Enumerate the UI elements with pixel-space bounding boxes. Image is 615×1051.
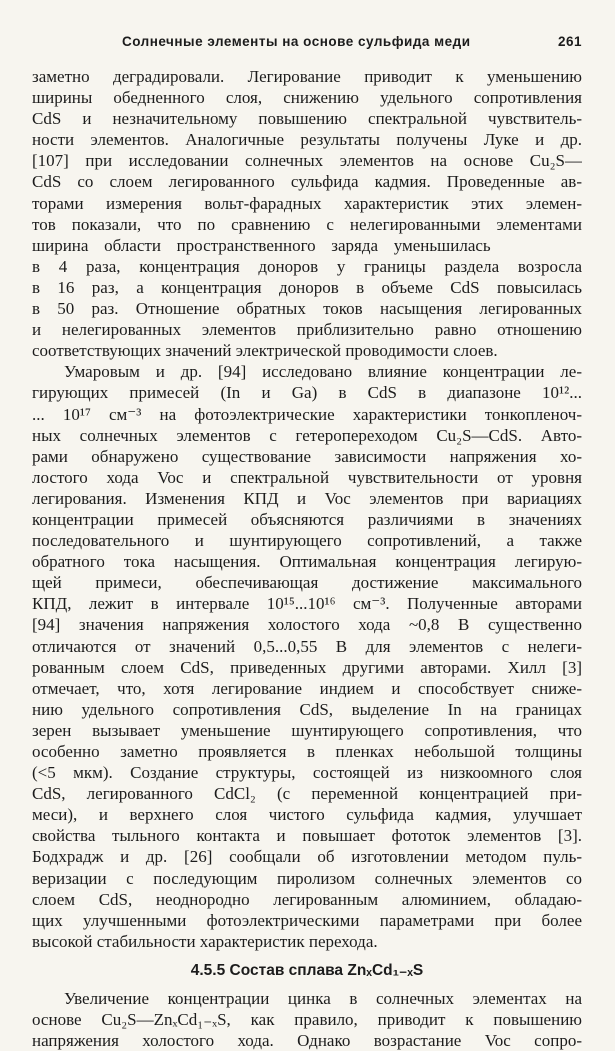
text-line: легирования. Изменения КПД и Voc элементов при вариациях [32,488,582,508]
text-line: зерен вызывает уменьшение шунтирующего сопротивления, что [32,720,582,740]
text-line: лостого хода Voc и спектральной чувствительности от уровня [32,467,582,487]
text-line: обратного тока насыщения. Оптимальная концентрация легирую- [32,552,582,572]
text-line: соответствующих значений электрической проводимости слоев. [32,341,498,361]
text-line: нию удельного сопротивления CdS, выделение In на границах [32,699,582,719]
text-line: высокой стабильности характеристик перехода. [32,931,378,951]
page-number: 261 [557,34,582,49]
text-line: CdS и незначительному повышению спектральной чувствитель- [32,109,582,129]
text-line: веризации с последующим пиролизом солнечных элементов со [32,868,582,888]
text-line: основе Cu₂S—ZnₓCd₁₋ₓS, как правило, приводит к повышению [32,1010,582,1030]
text-line: в 50 раз. Отношение обратных токов насыщения легированных [32,299,582,319]
text-line: Увеличение концентрации цинка в солнечных элементах на [64,988,582,1008]
text-line: щих улучшенными фотоэлектрическими параметрами при более [32,910,582,930]
text-line: ... 10¹⁷ см⁻³ на фотоэлектрические характеристики тонкопленоч- [32,404,582,424]
text-line: торами измерения вольт-фарадных характеристик этих элемен- [32,193,582,213]
text-line: ширина области пространственного заряда уменьшилась [32,235,491,255]
text-line: меси), и верхнего слоя чистого сульфида кадмия, улучшает [32,805,582,825]
text-line: рами обнаружено существование зависимости напряжения хо- [32,446,582,466]
text-line: ширины обедненного слоя, снижению удельного сопротивления [32,88,582,108]
text-line: щей примеси, обеспечивающая достижение максимального [32,573,582,593]
text-line: ных солнечных элементов с гетеропереходом Cu₂S—CdS. Авто- [32,425,582,445]
body-text [32,66,582,1051]
text-line: и нелегированных элементов приблизительно равно отношению [32,320,582,340]
text-line: в 4 раза, концентрация доноров у границы раздела возросла [32,256,582,276]
text-line: тов показали, что по сравнению с нелегированными элементами [32,214,582,234]
text-line: гирующих примесей (In и Ga) в CdS в диапазоне 10¹²... [32,383,582,403]
text-line: КПД, лежит в интервале 10¹⁵...10¹⁶ см⁻³. Полученные авторами [32,594,582,614]
text-line: слоем CdS, неоднородно легированным алюминием, обладаю- [32,889,582,909]
text-line: [94] значения напряжения холостого хода ~0,8 В существенно [32,615,582,635]
text-line: CdS со слоем легированного сульфида кадмия. Проведенные ав- [32,172,582,192]
text-line: CdS, легированного CdCl₂ (с переменной концентрацией при- [32,784,582,804]
text-line: особенно заметно проявляется в пленках небольшой толщины [32,742,582,761]
text-line: Умаровым и др. [94] исследовано влияние концентрации ле- [64,362,582,382]
text-line: рованным слоем CdS, приведенных другими авторами. Хилл [3] [32,657,582,677]
text-line: в 16 раз, а концентрация доноров в объеме CdS повысилась [32,277,582,297]
section-heading: 4.5.5 Состав сплава ZnₓCd₁₋ₓS [190,961,424,979]
text-line: ности элементов. Аналогичные результаты получены Луке и др. [32,130,582,150]
running-title: Солнечные элементы на основе сульфида меди [122,34,471,49]
text-line: Бодхрадж и др. [26] сообщали об изготовлении методом пуль- [32,847,582,867]
text-line: [107] при исследовании солнечных элементов на основе Cu₂S— [32,151,582,171]
text-line: концентрации примесей объясняются различиями в значениях [32,509,582,529]
text-line: заметно деградировали. Легирование приводит к уменьшению [32,67,582,86]
text-line: последовательного и шунтирующего сопротивлений, а также [32,531,582,551]
text-line: (<5 мкм). Создание структуры, состоящей из низкоомного слоя [32,763,582,783]
text-line: напряжения холостого хода. Однако возрастание Voc сопро- [32,1031,582,1051]
text-line: отличаются от значений 0,5...0,55 В для элементов с нелеги- [32,636,582,656]
text-line: отмечает, что, хотя легирование индием и способствует сниже- [32,678,582,698]
text-line: свойства тыльного контакта и повышает фототок элементов [3]. [32,826,582,846]
